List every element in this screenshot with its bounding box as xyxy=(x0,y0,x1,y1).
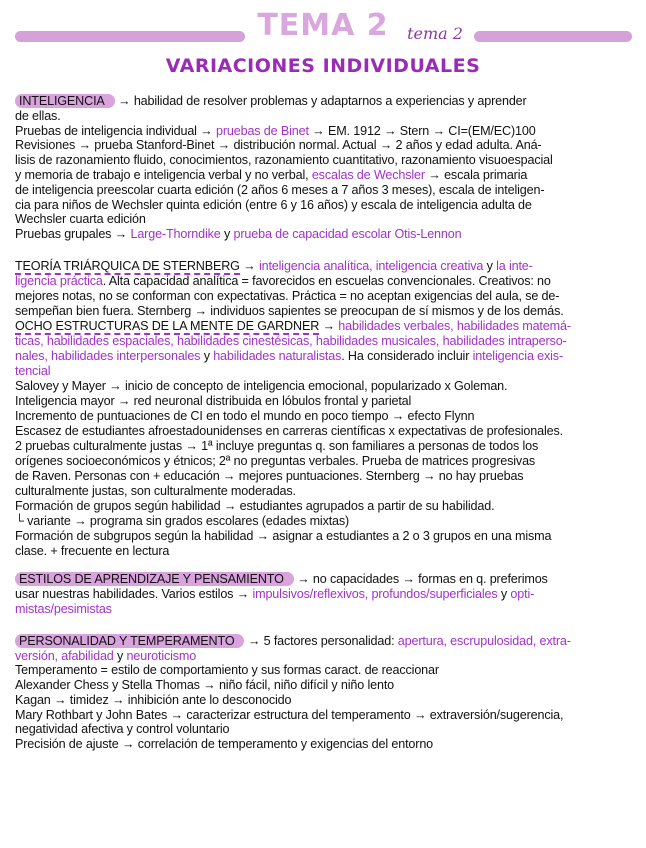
note-line-inteligencia xyxy=(15,94,527,108)
highlighted-term: pruebas de Binet xyxy=(215,123,309,138)
note-line-estilos xyxy=(15,587,534,601)
note-line-inteligencia xyxy=(15,153,553,167)
note-line-sternberg-gardner xyxy=(15,409,474,423)
note-text: → no capacidades → formas en q. preferimos xyxy=(293,572,548,586)
note-text: usar nuestras habilidades. Varios estilos → xyxy=(15,587,253,601)
note-line-inteligencia xyxy=(15,212,146,226)
note-text: → escala primaria xyxy=(424,168,528,182)
note-text: Formación de subgrupos según la habilidad → asignar a estudiantes a 2 o 3 grupos en una misma xyxy=(15,529,552,543)
note-text: y xyxy=(113,648,127,663)
note-text: de inteligencia preescolar cuarta edición (2 años 6 meses a 7 años 3 meses), escala de inteligen- xyxy=(15,182,545,197)
note-text: de ellas. xyxy=(15,108,61,123)
highlighted-term: inteligencia exis- xyxy=(472,349,563,363)
note-text: Precisión de ajuste → correlación de temperamento y exigencias del entorno xyxy=(15,736,434,751)
note-text: Mary Rothbart y John Bates → caracterizar estructura del temperamento → extraversión/sugerencia, xyxy=(15,707,564,722)
note-line-sternberg-gardner xyxy=(15,259,533,273)
highlighted-term: habilidades naturalistas xyxy=(213,349,342,363)
note-text: Formación de grupos según habilidad → estudiantes agrupados a partir de su habilidad. xyxy=(15,499,495,513)
note-line-sternberg-gardner xyxy=(15,364,50,378)
highlighted-term: prueba de capacidad escolar Otis-Lennon xyxy=(233,227,462,242)
highlighted-term: mistas/pesimistas xyxy=(15,602,112,616)
note-line-sternberg-gardner xyxy=(15,289,559,303)
note-text: → xyxy=(239,259,259,273)
note-line-sternberg-gardner xyxy=(15,274,551,288)
note-line-personalidad xyxy=(15,693,291,707)
highlighted-term: inteligencia analítica, inteligencia creativa xyxy=(258,259,484,273)
page-subtitle: VARIACIONES INDIVIDUALES xyxy=(165,55,481,77)
section-heading: OCHO ESTRUCTURAS DE LA MENTE DE GARDNER xyxy=(15,319,320,333)
header-bar-right xyxy=(474,31,632,42)
note-text: culturalmente justas, son culturalmente moderadas. xyxy=(15,484,296,498)
note-line-sternberg-gardner xyxy=(15,349,563,363)
note-text: y xyxy=(200,349,214,363)
section-heading: INTELIGENCIA xyxy=(15,94,115,108)
note-text: 2 pruebas culturalmente justas → 1ª incluye preguntas q. son familiares a personas de todos los xyxy=(15,439,539,453)
note-line-inteligencia xyxy=(15,183,544,197)
note-text: cia para niños de Wechsler quinta edición (entre 6 y 16 años) y escala de inteligencia adulta de xyxy=(15,197,532,212)
note-line-inteligencia xyxy=(15,227,461,241)
note-line-personalidad xyxy=(15,708,563,722)
note-line-sternberg-gardner xyxy=(15,514,349,528)
highlighted-term: habilidades verbales, habilidades matemá- xyxy=(338,319,571,333)
note-line-sternberg-gardner xyxy=(15,484,296,498)
page-title: TEMA 2 xyxy=(257,8,389,43)
note-line-personalidad xyxy=(15,737,433,751)
highlighted-term: tencial xyxy=(15,364,51,378)
note-text: Revisiones → prueba Stanford-Binet → distribución normal. Actual → 2 años y edad adulta. Aná- xyxy=(15,138,542,153)
note-line-sternberg-gardner xyxy=(15,529,551,543)
section-heading: TEORÍA TRIÁRQUICA DE STERNBERG xyxy=(15,259,240,273)
highlighted-term: versión, afabilidad xyxy=(15,648,114,663)
note-text: Wechsler cuarta edición xyxy=(15,212,146,227)
note-line-personalidad xyxy=(15,663,439,677)
note-text: Incremento de puntuaciones de CI en todo el mundo en poco tiempo → efecto Flynn xyxy=(15,409,475,423)
highlighted-term: nales, habilidades interpersonales xyxy=(15,349,201,363)
highlighted-term: la inte- xyxy=(496,259,533,273)
note-line-sternberg-gardner xyxy=(15,424,563,438)
section-heading: PERSONALIDAD Y TEMPERAMENTO xyxy=(15,634,244,648)
note-line-sternberg-gardner xyxy=(15,499,494,513)
note-text: → EM. 1912 → Stern → CI=(EM/EC)100 xyxy=(308,123,536,138)
note-line-sternberg-gardner xyxy=(15,544,169,558)
note-text: Kagan → timidez → inhibición ante lo desconocido xyxy=(15,692,292,707)
note-text: y xyxy=(483,259,497,273)
note-text: → 5 factores personalidad: xyxy=(244,634,398,648)
note-text: lisis de razonamiento fluido, conocimientos, razonamiento cuantitativo, razonamiento visuoespacial xyxy=(15,153,553,168)
note-text: Temperamento = estilo de comportamiento y sus formas caract. de reaccionar xyxy=(15,663,439,678)
note-line-sternberg-gardner xyxy=(15,334,567,348)
note-text: y memoria de trabajo e inteligencia verbal y no verbal, xyxy=(15,168,312,182)
highlighted-term: opti- xyxy=(510,587,535,601)
note-text: clase. + frecuente en lectura xyxy=(15,544,170,558)
note-line-personalidad xyxy=(15,722,229,736)
note-line-personalidad xyxy=(15,649,196,663)
note-line-inteligencia xyxy=(15,138,541,152)
note-line-personalidad xyxy=(15,678,394,692)
note-text: Salovey y Mayer → inicio de concepto de inteligencia emocional, popularizado x Goleman. xyxy=(15,379,508,393)
highlighted-term: Large-Thorndike xyxy=(130,227,221,242)
note-text: → xyxy=(319,319,339,333)
note-line-sternberg-gardner xyxy=(15,469,523,483)
note-text: Inteligencia mayor → red neuronal distribuida en lóbulos frontal y parietal xyxy=(15,394,412,408)
note-text: sempeñan bien fuera. Sternberg → individuos sapientes se preocupan de sí mismos y de los demás. xyxy=(15,304,564,318)
note-line-inteligencia xyxy=(15,168,527,182)
note-text: . Alta capacidad analítica = favorecidos en escuelas convencionales. Creativos: no xyxy=(102,274,551,288)
note-line-sternberg-gardner xyxy=(15,379,507,393)
section-heading: ESTILOS DE APRENDIZAJE Y PENSAMIENTO xyxy=(15,572,294,586)
note-line-sternberg-gardner xyxy=(15,304,564,318)
note-line-inteligencia xyxy=(15,198,532,212)
highlighted-term: ligencia práctica xyxy=(15,274,103,288)
note-line-personalidad xyxy=(15,634,571,648)
note-line-sternberg-gardner xyxy=(15,319,571,333)
note-text: mejores notas, no se conforman con expectativas. Práctica = no aceptan exigencias del aula, se de- xyxy=(15,289,560,303)
note-text: de Raven. Personas con + educación → mejores puntuaciones. Sternberg → no hay pruebas xyxy=(15,469,524,483)
note-text: negatividad afectiva y control voluntario xyxy=(15,722,230,737)
note-line-inteligencia xyxy=(15,124,536,138)
note-text: orígenes socioeconómicos y étnicos; 2ª no preguntas verbales. Prueba de matrices progresivas xyxy=(15,454,536,468)
note-text: → habilidad de resolver problemas y adaptarnos a experiencias y aprender xyxy=(114,94,527,108)
header-bar-left xyxy=(15,31,245,42)
highlighted-term: apertura, escrupulosidad, extra- xyxy=(397,634,571,648)
highlighted-term: escalas de Wechsler xyxy=(311,168,425,182)
note-line-inteligencia xyxy=(15,109,61,123)
note-text: Pruebas grupales → xyxy=(15,227,131,242)
note-line-estilos xyxy=(15,572,548,586)
highlighted-term: impulsivos/reflexivos, profundos/superficiales xyxy=(252,587,498,601)
note-text: Pruebas de inteligencia individual → xyxy=(15,123,216,138)
note-text: Escasez de estudiantes afroestadounidenses en carreras científicas x expectativas de profesionales. xyxy=(15,424,563,438)
note-line-sternberg-gardner xyxy=(15,454,535,468)
note-text: . Ha considerado incluir xyxy=(341,349,473,363)
note-text: y xyxy=(220,227,234,242)
note-line-estilos xyxy=(15,602,112,616)
highlighted-term: ticas, habilidades espaciales, habilidades cinestésicas, habilidades musicales, habilidades intraperso- xyxy=(15,334,567,348)
note-line-sternberg-gardner xyxy=(15,394,411,408)
note-text: y xyxy=(497,587,511,601)
note-text: Alexander Chess y Stella Thomas → niño fácil, niño difícil y niño lento xyxy=(15,678,395,693)
highlighted-term: neuroticismo xyxy=(126,648,197,663)
page-title-overwrite: tema 2 xyxy=(407,24,463,43)
note-line-sternberg-gardner xyxy=(15,439,538,453)
note-text: └ variante → programa sin grados escolares (edades mixtas) xyxy=(15,514,350,528)
